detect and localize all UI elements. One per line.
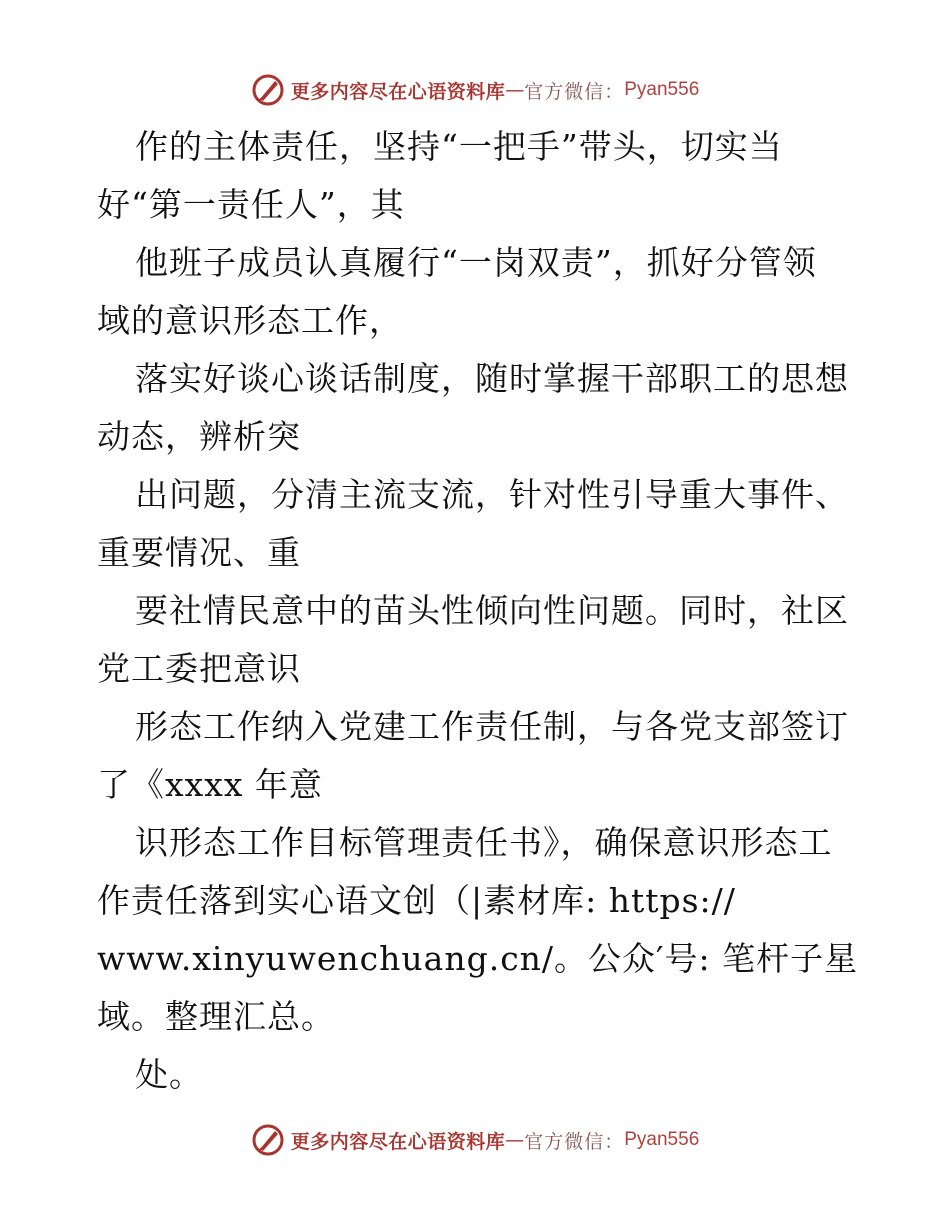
footer-banner (0, 1120, 950, 1160)
body-line: 好“第一责任人”，其 (97, 185, 405, 224)
quill-pen-circle-icon (251, 73, 285, 107)
body-line: 形态工作纳入党建工作责任制，与各党支部签订 (135, 707, 849, 746)
body-line: 要社情民意中的苗头性倾向性问题。同时，社区 (135, 591, 849, 630)
quill-pen-circle-icon (251, 1123, 285, 1157)
body-line: 识形态工作目标管理责任书》，确保意识形态工 (135, 823, 833, 862)
body-line: 域的意识形态工作， (97, 301, 403, 340)
body-line: 出问题，分清主流支流，针对性引导重大事件、 (135, 475, 849, 514)
banner-wechat-label: 官方微信： (524, 80, 625, 103)
body-line: 作的主体责任，坚持“一把手”带头，切实当 (135, 127, 783, 166)
body-line: 动态，辨析突 (97, 417, 301, 456)
banner-dash: — (505, 79, 525, 101)
header-banner (0, 70, 950, 110)
body-line: 重要情况、重 (97, 533, 301, 572)
banner-brand: 更多内容尽在心语资料库 (290, 1130, 506, 1153)
body-line: www.xinyuwenchuang.cn/。公众′号: 笔杆子星 (97, 939, 859, 978)
banner-wechat-label: 官方微信： (524, 1130, 625, 1153)
banner-dash: — (505, 1129, 525, 1151)
body-line: 落实好谈心谈话制度，随时掌握干部职工的思想 (135, 359, 849, 398)
body-line: 处。 (135, 1055, 203, 1094)
banner-wechat-id: Pyan556 (624, 1129, 700, 1150)
banner-brand: 更多内容尽在心语资料库 (290, 80, 506, 103)
body-line: 党工委把意识 (97, 649, 301, 688)
body-line: 他班子成员认真履行“一岗双责”，抓好分管领 (135, 243, 817, 282)
body-line: 域。整理汇总。 (97, 997, 335, 1036)
body-line: 了《xxxx 年意 (97, 765, 323, 804)
body-line: 作责任落到实心语文创（|素材库: https:// (97, 881, 736, 920)
document-body (97, 118, 857, 1104)
banner-wechat-id: Pyan556 (624, 79, 700, 100)
